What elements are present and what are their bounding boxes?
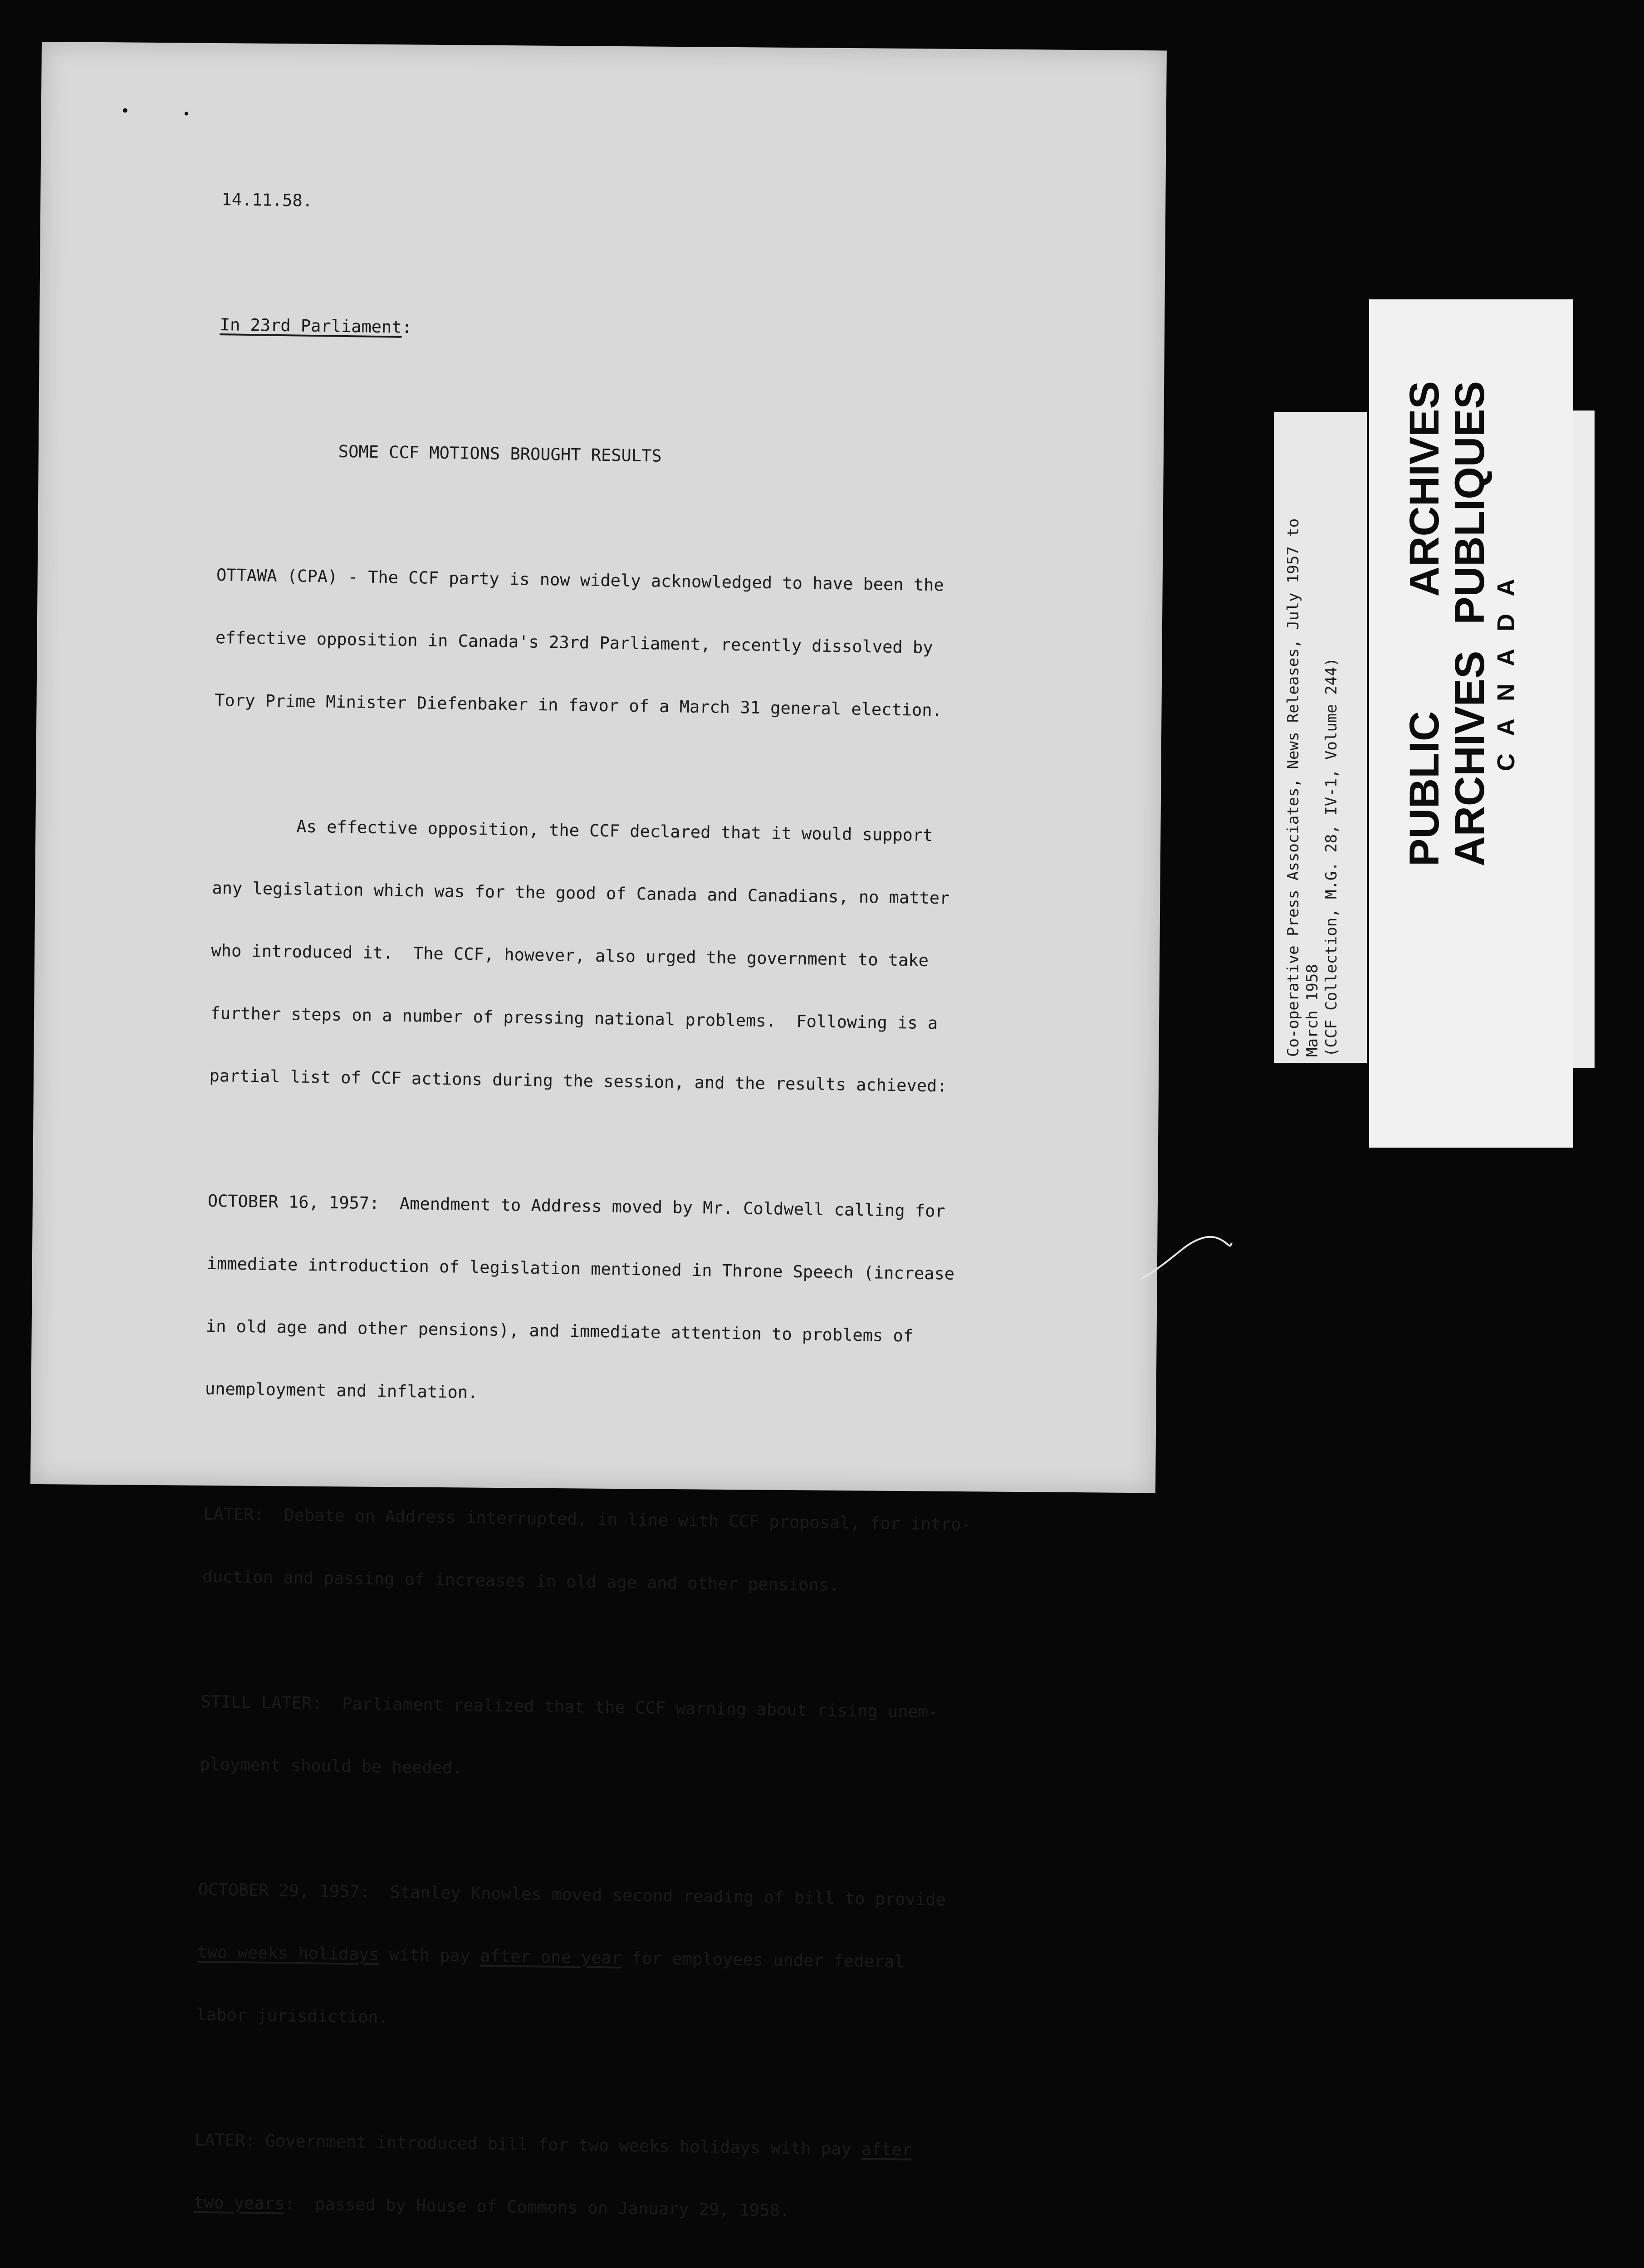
intro-line: Tory Prime Minister Diefenbaker in favor of a March 31 general election. — [214, 690, 943, 720]
entry-fragment: LATER: Government introduced bill for two weeks holidays with pay — [194, 2130, 862, 2159]
entry-fragment: with pay — [379, 1945, 480, 1966]
archives-stamp-text — [1402, 340, 1551, 953]
para-line: further steps on a number of pressing national problems. Following is a — [210, 1003, 938, 1033]
entry-line — [195, 2130, 1079, 2163]
archive-tag-line: (CCF Collection, M.G. 28, IV-1, Volume 244) — [1322, 657, 1341, 1057]
underlined-phrase: two weeks holidays — [197, 1942, 379, 1965]
intro-line: OTTAWA (CPA) - The CCF party is now widely acknowledged to have been the — [216, 565, 944, 595]
section-heading-text: In 23rd Parliament — [220, 315, 402, 337]
entry-fragment: for employees under federal — [621, 1948, 905, 1972]
para-line: who introduced it. The CCF, however, also urged the government to take — [211, 940, 929, 971]
entry-line: STILL LATER: Parliament realized that the CCF warning about rising unem- — [201, 1691, 939, 1722]
underlined-phrase: after — [861, 2139, 912, 2160]
entry-line: OCTOBER 16, 1957: Amendment to Address moved by Mr. Coldwell calling for — [207, 1191, 946, 1221]
section-heading-colon: : — [401, 317, 412, 337]
headline: SOME CCF MOTIONS BROUGHT RESULTS — [338, 441, 662, 466]
document-page — [30, 42, 1167, 2221]
archive-tag-line: Co-operative Press Associates, News Releases, July 1957 to — [1284, 518, 1302, 1057]
stamp-word: PUBLIC — [1401, 711, 1448, 866]
stamp-word: ARCHIVES — [1447, 650, 1493, 866]
intro-line: effective opposition in Canada's 23rd Parliament, recently dissolved by — [215, 628, 933, 658]
paper-speck — [185, 112, 188, 115]
entry-line: labor jurisdiction. — [196, 2004, 389, 2027]
para-line: As effective opposition, the CCF declared that it would support — [296, 816, 933, 846]
stamp-row — [1402, 340, 1447, 953]
entry-line: unemployment and inflation. — [205, 1378, 478, 1403]
stamp-word: PUBLIQUES — [1447, 381, 1493, 625]
section-heading — [220, 314, 1104, 347]
entry-line: in old age and other pensions), and immediate attention to problems of — [206, 1316, 914, 1346]
entry-line: duction and passing of increases in old age and other pensions. — [202, 1566, 839, 1595]
stamp-word: ARCHIVES — [1401, 381, 1448, 597]
stamp-country: CANADA — [1492, 562, 1520, 771]
para-line: any legislation which was for the good of Canada and Canadians, no matter — [212, 878, 950, 908]
underlined-phrase: after one year — [480, 1946, 622, 1968]
entry-fragment: : passed by House of Commons on January 29, 1958. — [284, 2194, 790, 2221]
date-line: 14.11.58. — [221, 190, 313, 210]
archive-tag-line: March 1958 — [1303, 964, 1321, 1057]
paper-speck — [123, 108, 127, 112]
para-line: partial list of CCF actions during the session, and the results achieved: — [209, 1066, 947, 1096]
entry-line — [197, 1942, 1081, 1975]
entry-line — [194, 2192, 1078, 2225]
archive-tag-text — [1284, 413, 1361, 1057]
typed-text — [175, 147, 1107, 2268]
stamp-row — [1447, 340, 1492, 953]
underlined-phrase: two years — [193, 2192, 285, 2214]
entry-line: ployment should be heeded. — [200, 1754, 463, 1778]
entry-line: OCTOBER 29, 1957: Stanley Knowles moved second reading of bill to provide — [198, 1879, 946, 1910]
entry-line: LATER: Debate on Address interrupted, in line with CCF proposal, for intro- — [203, 1504, 972, 1535]
entry-line: immediate introduction of legislation mentioned in Throne Speech (increase — [206, 1253, 955, 1284]
stray-thread — [1139, 1225, 1234, 1284]
